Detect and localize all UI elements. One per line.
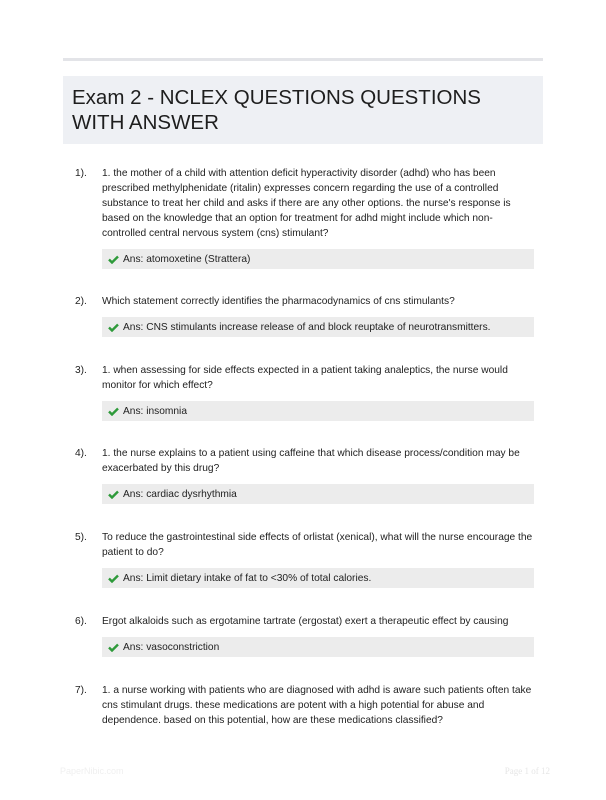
question-text: To reduce the gastrointestinal side effects of orlistat (xenical), what will the nurse encourage the patient to do? bbox=[102, 532, 533, 558]
question-item bbox=[75, 530, 540, 588]
question-text: 1. the nurse explains to a patient using caffeine that which disease process/condition may be exacerbated by this drug? bbox=[102, 448, 520, 474]
question-text: 1. the mother of a child with attention deficit hyperactivity disorder (adhd) who has been prescribed methylphenidate (ritalin) expresses concern regarding the use of a controlled substance to treat her child and asks if there are any other options. the nurse's response is based on the knowledge that an option for treatment for adhd might include which non-controlled central nervous system (cns) stimulant? bbox=[102, 168, 511, 239]
question-item bbox=[75, 614, 540, 657]
question-item bbox=[75, 446, 540, 504]
answer-text: Ans: Limit dietary intake of fat to <30% of total calories. bbox=[123, 572, 372, 584]
question-item bbox=[75, 683, 540, 728]
answer-box bbox=[102, 637, 534, 657]
page-number: Page 1 of 12 bbox=[504, 766, 550, 776]
question-text: Which statement correctly identifies the pharmacodynamics of cns stimulants? bbox=[102, 296, 455, 307]
question-number: 2). bbox=[75, 296, 87, 307]
top-divider bbox=[63, 58, 543, 61]
checkmark-icon bbox=[108, 407, 119, 416]
answer-box bbox=[102, 484, 534, 504]
answer-text: Ans: atomoxetine (Strattera) bbox=[123, 253, 251, 265]
answer-box bbox=[102, 568, 534, 588]
question-item bbox=[75, 166, 540, 269]
question-number: 6). bbox=[75, 616, 87, 627]
checkmark-icon bbox=[108, 255, 119, 264]
question-text: 1. when assessing for side effects expected in a patient taking analeptics, the nurse would monitor for which effect? bbox=[102, 365, 508, 391]
answer-text: Ans: cardiac dysrhythmia bbox=[123, 488, 237, 500]
question-number: 1). bbox=[75, 168, 87, 179]
document-title: Exam 2 - NCLEX QUESTIONS QUESTIONS WITH ANSWER bbox=[72, 86, 481, 134]
checkmark-icon bbox=[108, 643, 119, 652]
checkmark-icon bbox=[108, 323, 119, 332]
answer-box bbox=[102, 401, 534, 421]
footer-watermark: PaperNibic.com bbox=[60, 766, 124, 776]
question-item bbox=[75, 294, 540, 337]
question-text: Ergot alkaloids such as ergotamine tartrate (ergostat) exert a therapeutic effect by causing bbox=[102, 616, 509, 627]
question-item bbox=[75, 363, 540, 421]
question-number: 5). bbox=[75, 532, 87, 543]
answer-text: Ans: vasoconstriction bbox=[123, 641, 220, 653]
question-text: 1. a nurse working with patients who are diagnosed with adhd is aware such patients often take cns stimulant drugs. these medications are potent with a high potential for abuse and dependence. based on this potential, how are these medications classified? bbox=[102, 685, 532, 726]
title-box bbox=[63, 76, 543, 144]
checkmark-icon bbox=[108, 574, 119, 583]
question-number: 3). bbox=[75, 365, 87, 376]
question-number: 7). bbox=[75, 685, 87, 696]
answer-text: Ans: CNS stimulants increase release of and block reuptake of neurotransmitters. bbox=[123, 321, 491, 333]
answer-box bbox=[102, 249, 534, 269]
question-number: 4). bbox=[75, 448, 87, 459]
answer-box bbox=[102, 317, 534, 337]
checkmark-icon bbox=[108, 490, 119, 499]
answer-text: Ans: insomnia bbox=[123, 405, 187, 417]
